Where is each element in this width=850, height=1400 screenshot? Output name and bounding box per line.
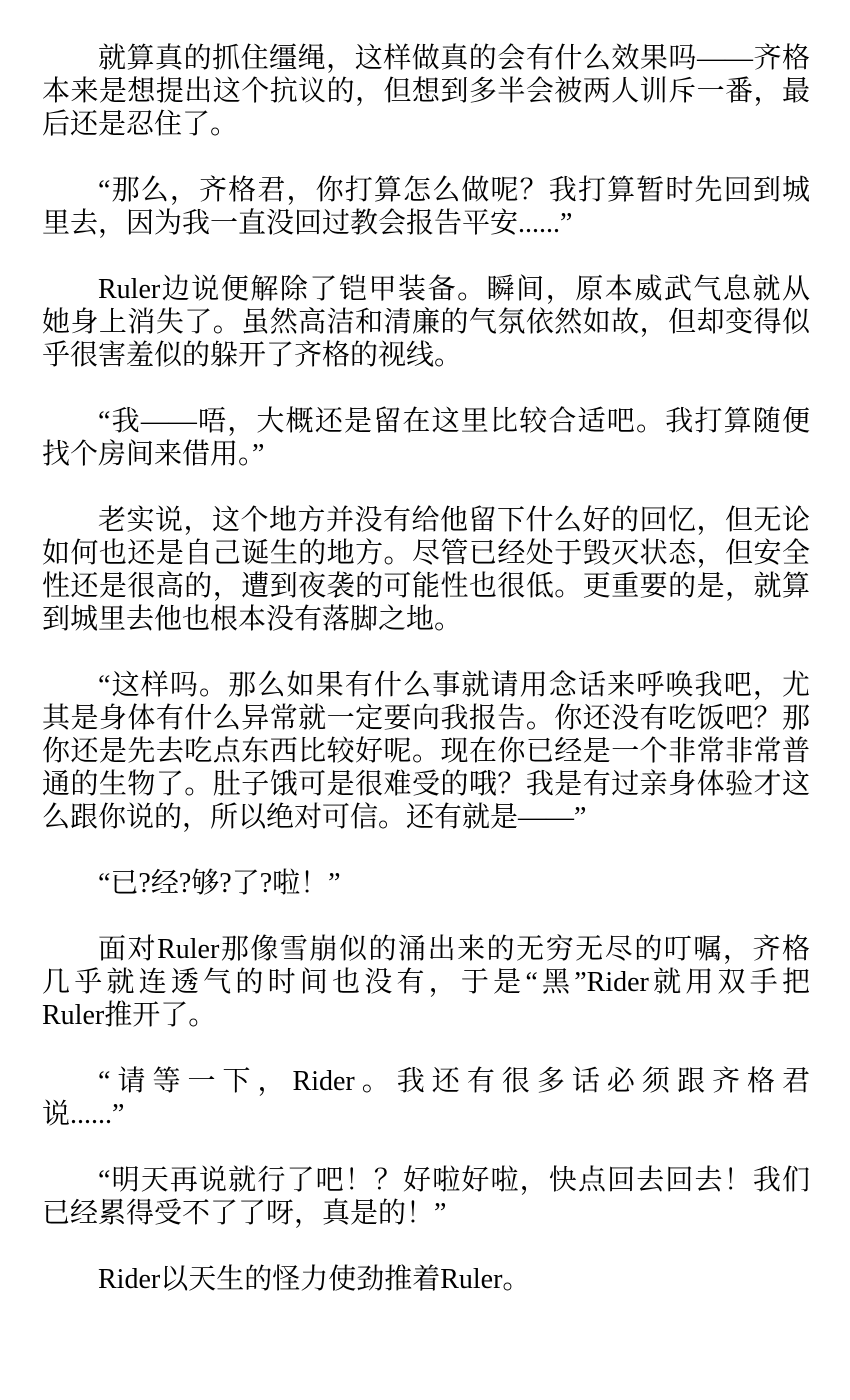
text-line: 你还是先去吃点东西比较好呢。现在你已经是一个非常非常普 bbox=[42, 736, 810, 767]
text-line: 乎很害羞似的躲开了齐格的视线。 bbox=[42, 340, 463, 371]
text-line: 就算真的抓住缰绳，这样做真的会有什么效果吗——齐格 bbox=[98, 43, 810, 74]
text-line: “我——唔，大概还是留在这里比较合适吧。我打算随便 bbox=[98, 406, 810, 437]
text-line: “已?经?够?了?啦！” bbox=[98, 868, 341, 899]
paragraph bbox=[42, 1065, 810, 1131]
text-line: 通的生物了。肚子饿可是很难受的哦？我是有过亲身体验才这 bbox=[42, 769, 810, 800]
document-body bbox=[42, 42, 810, 1296]
text-line: 其是身体有什么异常就一定要向我报告。你还没有吃饭吧？那 bbox=[42, 703, 810, 734]
text-line: 本来是想提出这个抗议的，但想到多半会被两人训斥一番，最 bbox=[42, 76, 810, 107]
text-line: 到城里去他也根本没有落脚之地。 bbox=[42, 604, 463, 635]
text-line: 里去，因为我一直没回过教会报告平安......” bbox=[42, 208, 573, 239]
text-line: 几乎就连透气的时间也没有，于是“黑”Rider就用双手把 bbox=[42, 967, 810, 998]
text-line: 已经累得受不了了呀，真是的！” bbox=[42, 1198, 447, 1229]
paragraph bbox=[42, 504, 810, 636]
text-line: “这样吗。那么如果有什么事就请用念话来呼唤我吧，尤 bbox=[98, 670, 810, 701]
paragraph bbox=[42, 1164, 810, 1230]
text-line: “那么，齐格君，你打算怎么做呢？我打算暂时先回到城 bbox=[98, 175, 810, 206]
text-line: 后还是忍住了。 bbox=[42, 109, 239, 140]
text-line: 么跟你说的，所以绝对可信。还有就是——” bbox=[42, 802, 587, 833]
text-line: 老实说，这个地方并没有给他留下什么好的回忆，但无论 bbox=[98, 505, 810, 536]
paragraph bbox=[42, 174, 810, 240]
text-line: Ruler推开了。 bbox=[42, 1000, 217, 1031]
paragraph bbox=[42, 42, 810, 141]
paragraph bbox=[42, 669, 810, 834]
paragraph bbox=[42, 1263, 810, 1296]
paragraph bbox=[42, 273, 810, 372]
text-line: 找个房间来借用。” bbox=[42, 439, 265, 470]
text-line: 说......” bbox=[42, 1099, 125, 1130]
text-line: Ruler边说便解除了铠甲装备。瞬间，原本威武气息就从 bbox=[98, 274, 810, 305]
paragraph bbox=[42, 933, 810, 1032]
text-line: 面对Ruler那像雪崩似的涌出来的无穷无尽的叮嘱，齐格 bbox=[98, 934, 810, 965]
text-line: “明天再说就行了吧！？好啦好啦，快点回去回去！我们 bbox=[98, 1165, 810, 1196]
text-line: Rider以天生的怪力使劲推着Ruler。 bbox=[98, 1264, 531, 1295]
paragraph bbox=[42, 405, 810, 471]
text-line: 她身上消失了。虽然高洁和清廉的气氛依然如故，但却变得似 bbox=[42, 307, 810, 338]
text-line: “请等一下，Rider。我还有很多话必须跟齐格君 bbox=[98, 1066, 810, 1097]
text-line: 如何也还是自己诞生的地方。尽管已经处于毁灭状态，但安全 bbox=[42, 538, 810, 569]
text-line: 性还是很高的，遭到夜袭的可能性也很低。更重要的是，就算 bbox=[42, 571, 810, 602]
paragraph bbox=[42, 867, 810, 900]
